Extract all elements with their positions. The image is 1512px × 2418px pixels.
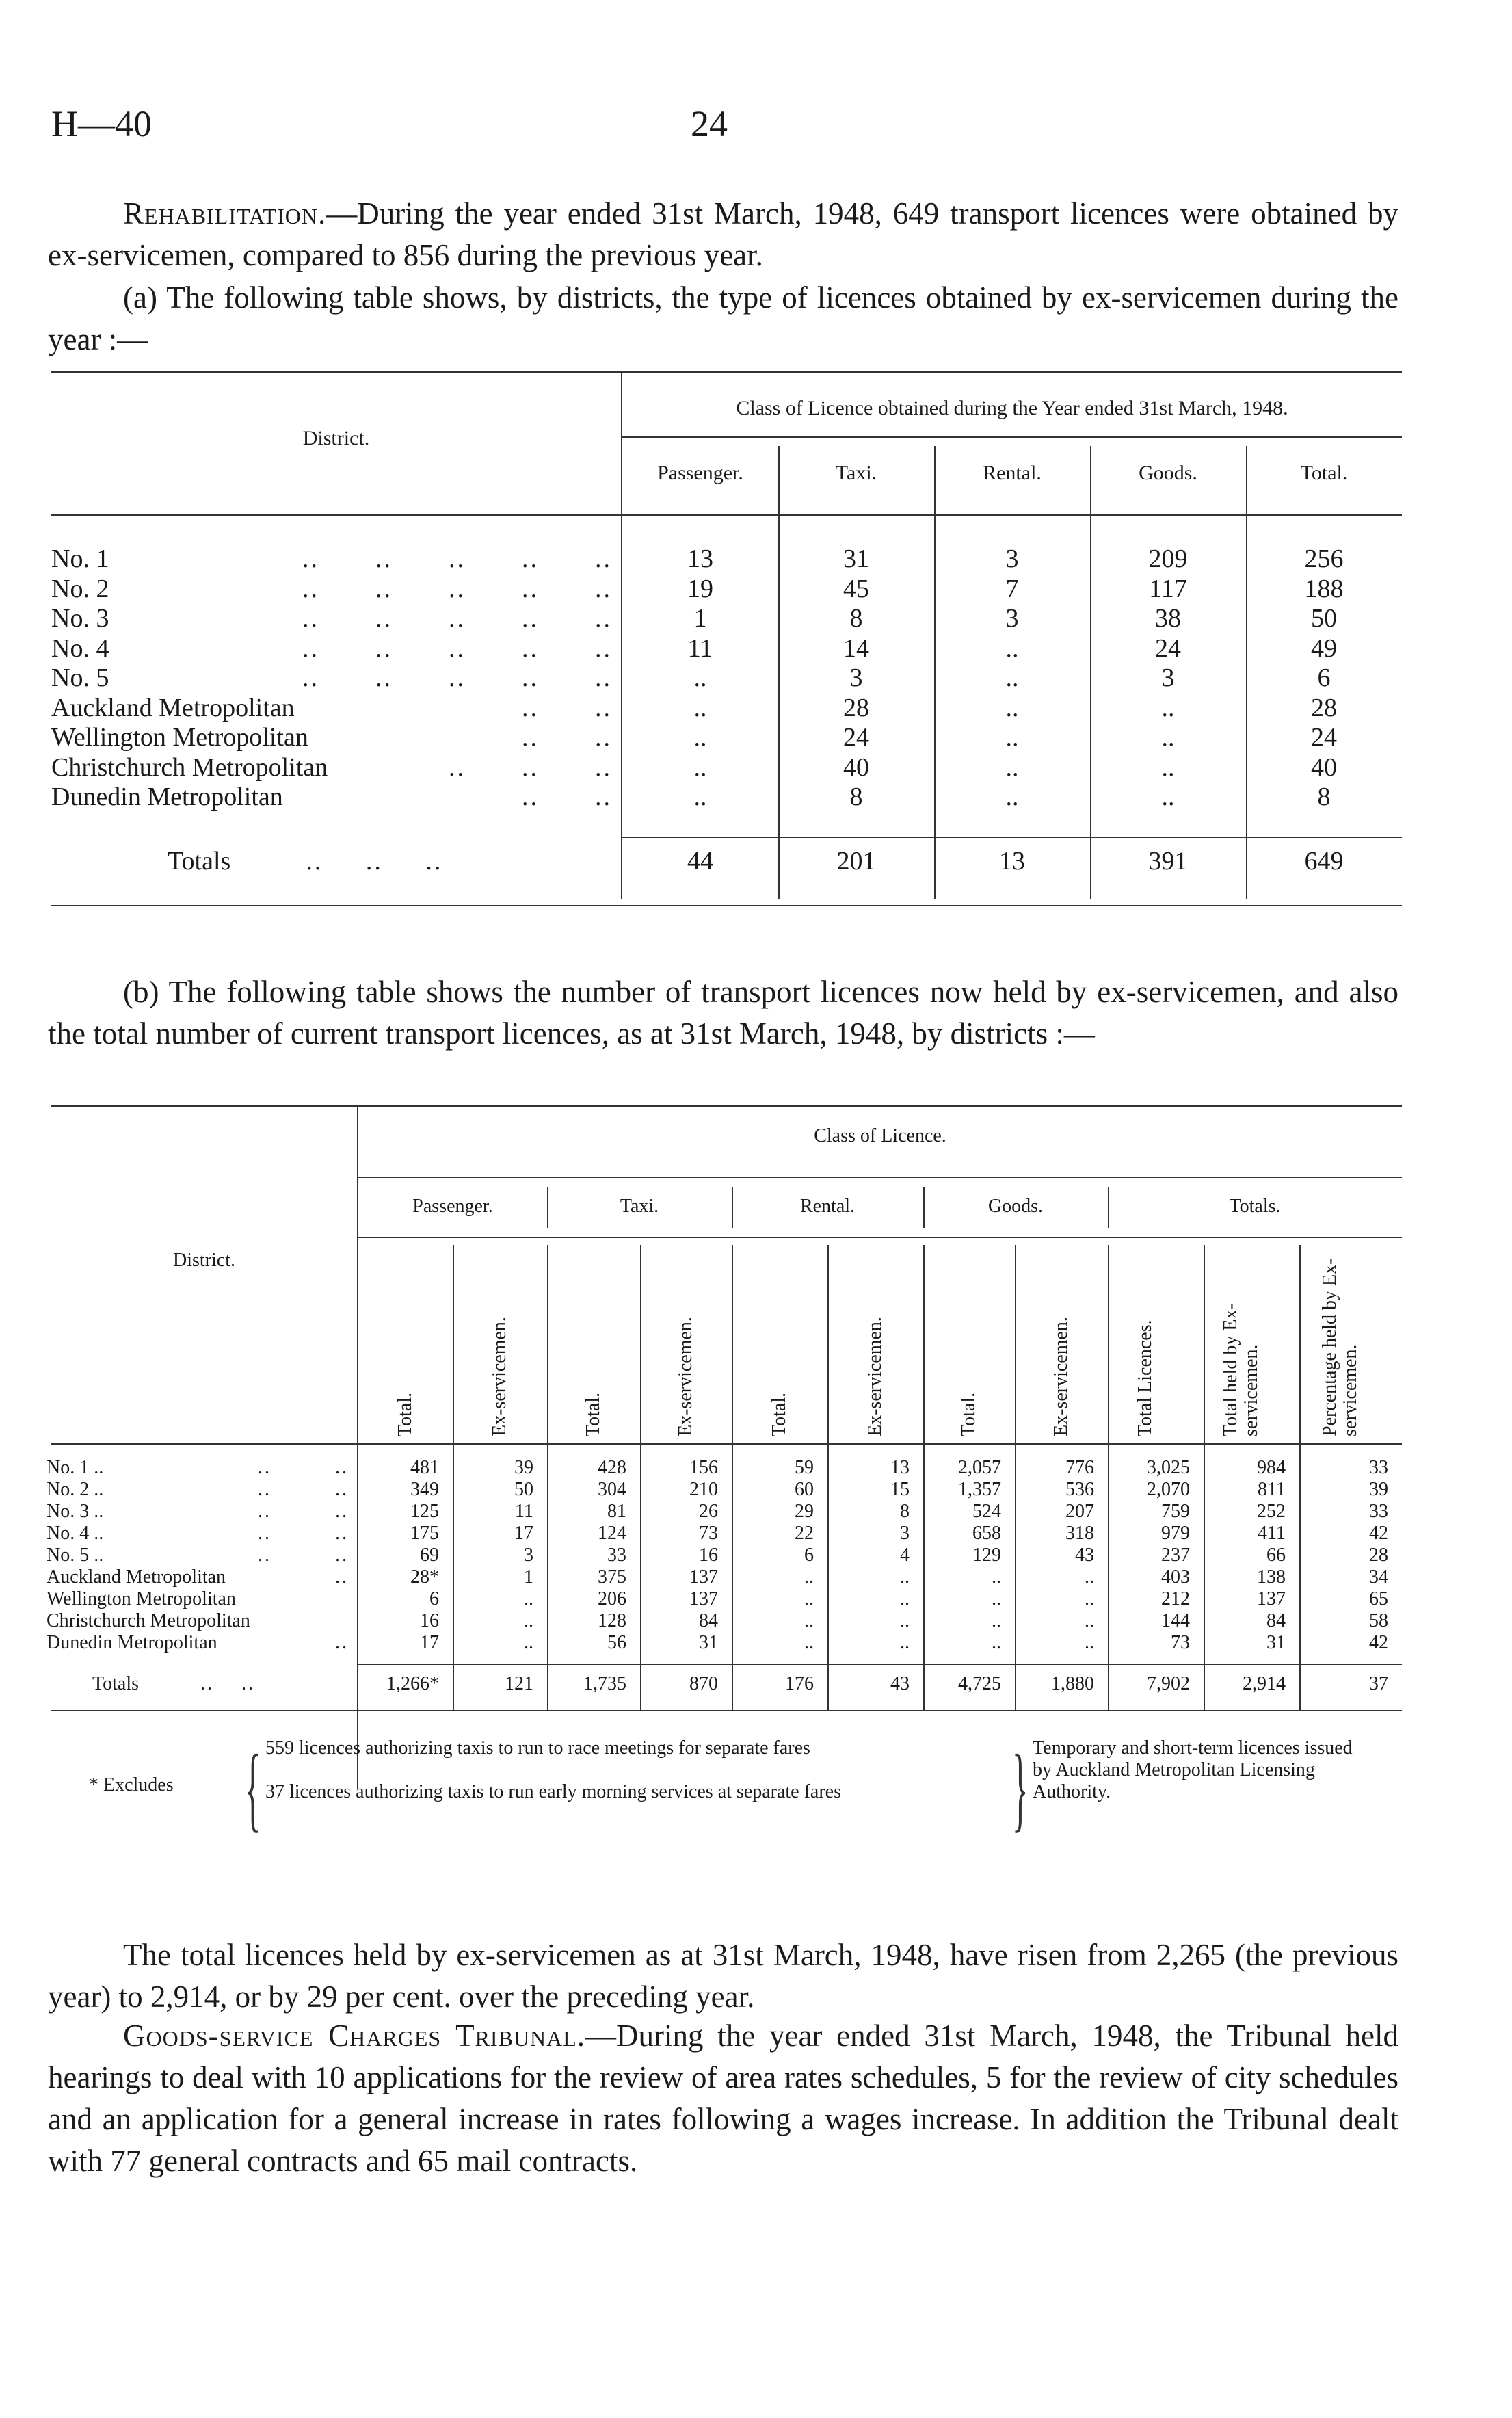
table-b-cell: .. [992, 1610, 1001, 1631]
table-b-cell: 50 [514, 1479, 533, 1500]
table-a-district: Dunedin Metropolitan [51, 783, 283, 811]
table-b-cell: 3,025 [1147, 1457, 1190, 1478]
table-a-cell: 40 [1311, 752, 1337, 782]
table-b-cell: .. [524, 1632, 533, 1653]
table-b-cell: 125 [410, 1501, 439, 1522]
table-b-cell: 658 [972, 1523, 1001, 1544]
table-b-cell: 22 [795, 1523, 814, 1544]
table-b-cell: 481 [410, 1457, 439, 1478]
table-a-cell: 13 [687, 544, 713, 573]
table-b-subhead: Total Licences. [1135, 1319, 1156, 1436]
table-b-cell: 6 [429, 1588, 439, 1609]
table-b-cell: 59 [795, 1457, 814, 1478]
table-b-subhead: Percentage held by Ex-servicemen. [1319, 1258, 1361, 1436]
goods-tribunal-heading: Goods-service Charges Tribunal. [123, 2019, 586, 2053]
table-a-cell: 7 [1005, 574, 1019, 603]
table-b-cell: 318 [1065, 1523, 1094, 1544]
table-a-cell: 8 [849, 783, 863, 811]
table-a-total-cell: 44 [687, 847, 713, 876]
table-b-total-cell: 37 [1369, 1673, 1388, 1694]
table-b-cell: 43 [1075, 1545, 1094, 1566]
table-b-cell: 207 [1065, 1501, 1094, 1522]
table-b-group-rule [358, 1237, 1402, 1238]
table-a-cell: 3 [1005, 604, 1019, 633]
table-b-cell: 42 [1369, 1632, 1388, 1653]
table-a-leader-dots: .. .. .. .. .. [302, 574, 612, 603]
table-b-cell: 69 [420, 1545, 439, 1566]
table-a-leader-dots: .. .. .. [449, 752, 612, 782]
table-b-cell: 73 [699, 1523, 718, 1544]
table-b-cell: 811 [1258, 1479, 1286, 1500]
table-a-cell: 11 [687, 633, 713, 663]
table-b-subhead: Ex-servicemen. [864, 1317, 886, 1436]
table-a-cell: 117 [1149, 574, 1187, 603]
table-b-cell: 524 [972, 1501, 1001, 1522]
table-b-cell: 2,070 [1147, 1479, 1190, 1500]
table-a-cell: .. [693, 663, 707, 692]
table-b-cell: 65 [1369, 1588, 1388, 1609]
table-a-cell: .. [1005, 633, 1019, 663]
table-a-col-taxi: Taxi. [835, 462, 877, 484]
table-b-cell: 428 [598, 1457, 626, 1478]
table-a-col-rental: Rental. [983, 462, 1042, 484]
table-b-cell: .. [900, 1610, 910, 1631]
table-b-cell: 137 [1257, 1588, 1286, 1609]
rehabilitation-paragraph [48, 193, 1398, 276]
table-b-totals-label: Totals .. .. [92, 1673, 256, 1694]
table-b-cell: 2,057 [958, 1457, 1001, 1478]
table-b-cell: 33 [1369, 1501, 1388, 1522]
table-b-subhead: Total. [583, 1392, 604, 1436]
table-a-cell: .. [1005, 693, 1019, 722]
table-a-cell: 40 [843, 752, 869, 782]
table-b-subhead: Total. [395, 1392, 416, 1436]
table-b-leader-dots: .. [335, 1566, 349, 1588]
table-b-class-header: Class of Licence. [814, 1125, 946, 1146]
table-a-cell: .. [1005, 783, 1019, 811]
table-b-total-cell: 43 [890, 1673, 910, 1694]
table-b-subhead: Ex-servicemen. [675, 1317, 696, 1436]
table-b-cell: 156 [689, 1457, 718, 1478]
table-a-cell: .. [1005, 752, 1019, 782]
table-b-cell: 17 [420, 1632, 439, 1653]
table-b-subhead: Total. [958, 1392, 979, 1436]
table-a-cell: 24 [1155, 633, 1181, 663]
table-a-cell: 6 [1317, 663, 1331, 692]
table-b-leader-dots: .. .. [258, 1479, 349, 1500]
table-b-total-cell: 1,266* [386, 1673, 439, 1694]
table-a-leader-dots: .. .. .. .. .. [302, 604, 612, 633]
table-b-group-rental: Rental. [799, 1196, 856, 1217]
table-b-district: Wellington Metropolitan [47, 1588, 236, 1609]
table-b-cell: .. [804, 1632, 814, 1653]
table-a-leader-dots: .. .. .. .. .. [302, 544, 612, 573]
table-b-district: No. 1 .. [47, 1457, 104, 1478]
table-b-total-cell: 176 [785, 1673, 814, 1694]
table-b-cell: 144 [1161, 1610, 1190, 1631]
table-b-cell: .. [992, 1588, 1001, 1609]
table-b-district: Christchurch Metropolitan [47, 1610, 250, 1631]
table-a-district-header: District. [302, 427, 370, 449]
table-a-bottom-rule [51, 905, 1402, 906]
table-a-leader-dots: .. .. .. .. .. [302, 663, 612, 692]
table-b-cell: 3 [900, 1523, 910, 1544]
table-b-total-cell: 1,735 [583, 1673, 626, 1694]
table-b-cell: 411 [1258, 1523, 1286, 1544]
intro-b-paragraph: (b) The following table shows the number of transport licences now held by ex-servicemen, and also the total number of current transport licences, as at 31st March, 1948, by districts :— [48, 975, 1398, 1051]
table-b-leader-dots: .. .. [258, 1523, 349, 1544]
table-b-cell: 8 [900, 1501, 910, 1522]
table-b-subhead: Total. [769, 1392, 790, 1436]
table-a-leader-dots: .. .. [522, 693, 612, 722]
table-b-subhead: Ex-servicemen. [1050, 1317, 1072, 1436]
table-b-cell: .. [992, 1632, 1001, 1653]
footnote-label: * Excludes [89, 1774, 174, 1796]
table-b-cell: 31 [1266, 1632, 1286, 1653]
table-a-cell: 31 [843, 544, 869, 573]
table-b-cell: .. [992, 1566, 1001, 1588]
table-a-leader-dots: .. .. .. .. .. [302, 633, 612, 663]
table-a-col-passenger: Passenger. [657, 462, 743, 484]
table-b-cell: 212 [1161, 1588, 1190, 1609]
table-b-total-cell: 870 [689, 1673, 718, 1694]
table-b-leader-dots: .. .. [258, 1501, 349, 1522]
table-a-district: No. 4 [51, 633, 109, 663]
table-b-cell: 129 [972, 1545, 1001, 1566]
table-b-cell: .. [524, 1588, 533, 1609]
table-b-subhead: Total held by Ex-servicemen. [1220, 1303, 1262, 1436]
table-b-cell: 33 [1369, 1457, 1388, 1478]
table-a-totals-text: Totals [168, 847, 231, 876]
rehabilitation-text: —During the year ended 31st March, 1948, 649 transport licences were obtained by ex-servicemen, compared to 856 during the previous year. [48, 196, 1398, 272]
table-b-cell: 28* [410, 1566, 439, 1588]
table-b-group-passenger: Passenger. [412, 1196, 493, 1217]
table-b-total-cell: 2,914 [1243, 1673, 1286, 1694]
table-b-cell: 16 [699, 1545, 718, 1566]
table-a-class-rule [622, 436, 1402, 438]
table-b-leader-dots: .. .. [258, 1545, 349, 1566]
page-number: 24 [691, 103, 728, 144]
table-b-cell: 776 [1065, 1457, 1094, 1478]
table-b-district: No. 2 .. [47, 1479, 104, 1500]
table-b-cell: 237 [1161, 1545, 1190, 1566]
table-a-class-header: Class of Licence obtained during the Year ended 31st March, 1948. [736, 397, 1288, 419]
table-b-cell: 175 [410, 1523, 439, 1544]
table-b-district-header: District. [173, 1250, 235, 1271]
table-b-group-sep [1108, 1187, 1109, 1228]
table-a-district: No. 1 [51, 544, 109, 573]
table-b-cell: 84 [1266, 1610, 1286, 1631]
table-b-total-cell: 121 [505, 1673, 533, 1694]
table-a-district: No. 2 [51, 574, 109, 603]
table-b-cell: 252 [1257, 1501, 1286, 1522]
table-a-cell: 3 [1005, 544, 1019, 573]
table-b-group-totals: Totals. [1229, 1196, 1281, 1217]
table-b-cell: 138 [1257, 1566, 1286, 1588]
table-a-cell: 3 [849, 663, 863, 692]
table-b-cell: 34 [1369, 1566, 1388, 1588]
rehabilitation-heading: Rehabilitation. [123, 196, 327, 231]
table-a-totals-label: Totals .. .. .. [168, 847, 443, 876]
table-b-district: No. 5 .. [47, 1545, 104, 1566]
table-a-cell: 8 [849, 604, 863, 633]
table-b-cell: 137 [689, 1566, 718, 1588]
table-a-cell: 1 [693, 604, 707, 633]
table-b-subhead: Ex-servicemen. [489, 1317, 510, 1436]
table-b-cell: 84 [699, 1610, 718, 1631]
table-a-leader-dots: .. .. [522, 723, 612, 752]
table-b-cell: 11 [515, 1501, 533, 1522]
table-b-cell: 375 [598, 1566, 626, 1588]
table-b-cell: 66 [1266, 1545, 1286, 1566]
table-a-header-rule [51, 514, 1402, 516]
table-a-cell: .. [1005, 723, 1019, 752]
table-b-district: No. 4 .. [47, 1523, 104, 1544]
table-a-cell: .. [693, 783, 707, 811]
table-a-leader-dots: .. .. [522, 783, 612, 811]
table-a-cell: .. [1161, 752, 1175, 782]
table-b-cell: 73 [1171, 1632, 1190, 1653]
table-b-cell: 403 [1161, 1566, 1190, 1588]
table-a-cell: .. [693, 693, 707, 722]
table-b-cell: 26 [699, 1501, 718, 1522]
table-b-cell: 15 [890, 1479, 910, 1500]
table-b-cell: 28 [1369, 1545, 1388, 1566]
table-a-cell: 3 [1161, 663, 1175, 692]
table-b-cell: .. [524, 1610, 533, 1631]
table-b-cell: 206 [598, 1588, 626, 1609]
table-a-cell: 28 [1311, 693, 1337, 722]
table-b-group-sep [732, 1187, 733, 1228]
table-b-cell: .. [1085, 1632, 1094, 1653]
goods-tribunal-paragraph [48, 2015, 1398, 2182]
table-a-district: No. 5 [51, 663, 109, 692]
table-b-cell: .. [900, 1632, 910, 1653]
table-a-total-cell: 391 [1148, 847, 1188, 876]
table-b-cell: 128 [598, 1610, 626, 1631]
intro-a-paragraph: (a) The following table shows, by districts, the type of licences obtained by ex-servicemen during the year :— [48, 280, 1398, 356]
table-a-cell: 38 [1155, 604, 1181, 633]
table-a-col-total: Total. [1300, 462, 1348, 484]
table-b-cell: .. [1085, 1610, 1094, 1631]
table-a-cell: 24 [1311, 723, 1337, 752]
table-a-cell: .. [1161, 723, 1175, 752]
table-a-total-cell: 13 [999, 847, 1025, 876]
document-reference: H—40 [51, 103, 152, 144]
table-b-cell: 1 [524, 1566, 533, 1588]
table-b-group-goods: Goods. [987, 1196, 1044, 1217]
table-b-cell: 984 [1257, 1457, 1286, 1478]
total-licences-paragraph: The total licences held by ex-servicemen as at 31st March, 1948, have risen from 2,265 (the previous year) to 2,914, or by 29 per cent. over the preceding year. [48, 1938, 1398, 2014]
table-a-cell: 50 [1311, 604, 1337, 633]
table-a-cell: 49 [1311, 633, 1337, 663]
table-b-totals-text: Totals [92, 1673, 140, 1694]
table-b-cell: 1,357 [958, 1479, 1001, 1500]
table-b-cell: 31 [699, 1632, 718, 1653]
footnote-right: Temporary and short-term licences issued by Auckland Metropolitan Licensing Authority. [1033, 1737, 1353, 1802]
table-b-cell: .. [1085, 1588, 1094, 1609]
table-b-header-rule [51, 1443, 1402, 1445]
table-b-cell: .. [900, 1588, 910, 1609]
table-b-top-rule [51, 1105, 1402, 1107]
table-b-cell: 39 [1369, 1479, 1388, 1500]
table-b-cell: 39 [514, 1457, 533, 1478]
table-a-total-cell: 649 [1304, 847, 1344, 876]
footnote-brace-left: { [245, 1735, 261, 1841]
footnote-item-2: 37 licences authorizing taxis to run early morning services at separate fares [265, 1781, 842, 1802]
table-b-cell: 81 [607, 1501, 626, 1522]
table-b-total-cell: 1,880 [1051, 1673, 1094, 1694]
table-b-cell: 60 [795, 1479, 814, 1500]
table-b-cell: 58 [1369, 1610, 1388, 1631]
table-a-totals-rule [621, 837, 1402, 838]
table-b-cell: 536 [1065, 1479, 1094, 1500]
table-b-cell: 4 [900, 1545, 910, 1566]
table-b-cell: 304 [598, 1479, 626, 1500]
table-a-cell: .. [1161, 783, 1175, 811]
table-b-cell: 3 [524, 1545, 533, 1566]
table-a-total-cell: 201 [836, 847, 876, 876]
table-a-cell: 28 [843, 693, 869, 722]
table-b-group-sep [547, 1187, 548, 1228]
table-b-cell: 210 [689, 1479, 718, 1500]
table-b-district: Dunedin Metropolitan [47, 1632, 217, 1653]
table-a-cell: .. [693, 752, 707, 782]
table-a-cell: 209 [1148, 544, 1188, 573]
table-b-leader-dots: .. .. [258, 1457, 349, 1478]
table-b-cell: .. [900, 1566, 910, 1588]
table-a-top-rule [51, 371, 1402, 373]
table-a-district: No. 3 [51, 604, 109, 633]
table-a-col-goods: Goods. [1139, 462, 1197, 484]
table-b-leader-dots: .. [335, 1632, 349, 1653]
table-b-cell: 13 [890, 1457, 910, 1478]
goods-tribunal-text: —During the year ended 31st March, 1948, the Tribunal held hearings to deal with 10 applications for the review of area rates schedules, 5 for the review of city schedules and an application for a general increase in rates following a wages increase. In addition the Tribunal dealt with 77 general contracts and 65 mail contracts. [48, 2019, 1398, 2178]
table-b-cell: 124 [598, 1523, 626, 1544]
table-b-cell: .. [804, 1588, 814, 1609]
table-b-cell: 759 [1161, 1501, 1190, 1522]
table-b-class-rule [358, 1177, 1402, 1178]
table-a-cell: .. [693, 723, 707, 752]
table-b-bottom-rule [51, 1710, 1402, 1711]
table-b-district: Auckland Metropolitan [47, 1566, 226, 1588]
table-b-cell: 349 [410, 1479, 439, 1500]
table-a-cell: .. [1161, 693, 1175, 722]
table-b-cell: 137 [689, 1588, 718, 1609]
footnote-brace-right: } [1012, 1735, 1029, 1841]
table-a-cell: 45 [843, 574, 869, 603]
table-b-cell: 42 [1369, 1523, 1388, 1544]
table-b-cell: 56 [607, 1632, 626, 1653]
table-b-group-taxi: Taxi. [620, 1196, 659, 1217]
table-a-cell: 24 [843, 723, 869, 752]
table-b-cell: 6 [804, 1545, 814, 1566]
table-b-cell: 17 [514, 1523, 533, 1544]
table-b-cell: 979 [1161, 1523, 1190, 1544]
table-b-cell: 33 [607, 1545, 626, 1566]
table-a-cell: 256 [1304, 544, 1344, 573]
table-a-cell: 8 [1317, 783, 1331, 811]
table-a-cell: 14 [843, 633, 869, 663]
table-b-cell: 16 [420, 1610, 439, 1631]
table-b-cell: .. [804, 1610, 814, 1631]
table-b-district: No. 3 .. [47, 1501, 104, 1522]
table-b-group-sep [923, 1187, 925, 1228]
table-b-cell: 29 [795, 1501, 814, 1522]
table-a-district: Christchurch Metropolitan [51, 752, 328, 782]
table-a-district: Auckland Metropolitan [51, 693, 295, 722]
table-a-district: Wellington Metropolitan [51, 723, 308, 752]
table-b-totals-rule [358, 1664, 1402, 1665]
table-b-cell: .. [1085, 1566, 1094, 1588]
table-b-total-cell: 7,902 [1147, 1673, 1190, 1694]
table-b-cell: .. [804, 1566, 814, 1588]
table-a-cell: 19 [687, 574, 713, 603]
footnote-item-1: 559 licences authorizing taxis to run to race meetings for separate fares [265, 1737, 810, 1759]
table-a-cell: .. [1005, 663, 1019, 692]
table-b-total-cell: 4,725 [958, 1673, 1001, 1694]
table-a-cell: 188 [1304, 574, 1344, 603]
